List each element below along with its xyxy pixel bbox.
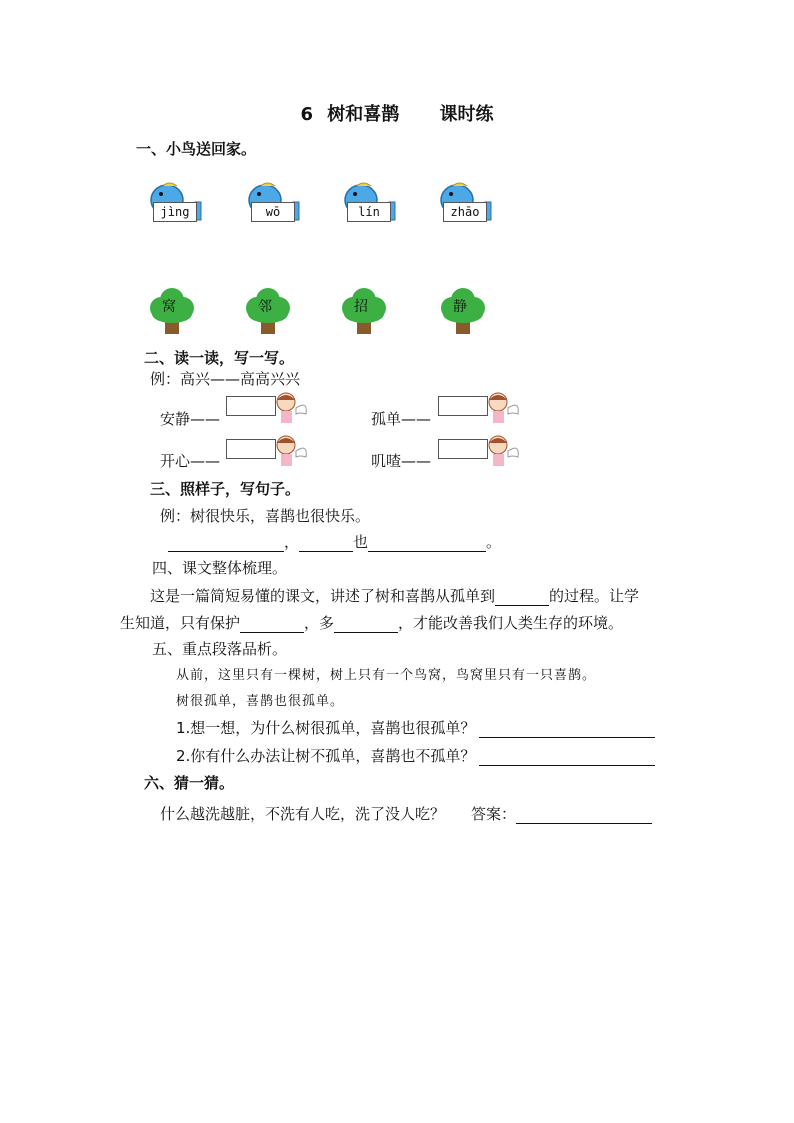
question-1: 1.想一想，为什么树很孤单，喜鹊也很孤单？ (176, 717, 655, 738)
riddle-line (160, 803, 652, 824)
blank[interactable] (240, 616, 304, 633)
blank[interactable] (299, 535, 353, 552)
section-2-example: 例：高兴——高高兴兴 (150, 370, 301, 388)
tree-character: 窝 (162, 299, 176, 315)
tree-4[interactable] (440, 288, 496, 336)
bird-card-2[interactable] (245, 180, 303, 230)
pinyin-card: wō (251, 202, 295, 222)
answer-line[interactable] (479, 749, 655, 766)
tree-1[interactable] (149, 288, 205, 336)
answer-box-4[interactable] (438, 435, 522, 471)
answer-box[interactable] (438, 396, 488, 416)
girl-angel-icon (270, 390, 310, 426)
word-prompt: 开心—— (160, 452, 221, 470)
bird-card-3[interactable] (341, 180, 399, 230)
bird-card-4[interactable] (437, 180, 495, 230)
blank[interactable] (495, 589, 549, 606)
answer-box[interactable] (438, 439, 488, 459)
lesson-type: 课时练 (439, 104, 494, 125)
section-6-heading: 六、猜一猜。 (144, 774, 235, 792)
tree-2[interactable] (245, 288, 301, 336)
tree-character: 静 (453, 299, 467, 315)
section-5-heading: 五、重点段落品析。 (152, 640, 288, 658)
tree-character: 招 (354, 299, 368, 315)
answer-label: 答案： (471, 805, 517, 823)
blank[interactable] (368, 535, 486, 552)
answer-box[interactable] (226, 396, 276, 416)
section-3-example: 例：树很快乐，喜鹊也很快乐。 (160, 507, 371, 525)
section-4-line-1: 这是一篇简短易懂的课文，讲述了树和喜鹊从孤单到 的过程。让学 (150, 587, 640, 605)
riddle-text: 什么越洗越脏，不洗有人吃，洗了没人吃？ (160, 805, 446, 823)
passage-line-2: 树很孤单，喜鹊也很孤单。 (176, 694, 345, 709)
pinyin-card: zhāo (443, 202, 487, 222)
answer-box-1[interactable] (226, 392, 310, 428)
question-2: 2.你有什么办法让树不孤单，喜鹊也不孤单？ (176, 745, 655, 766)
sentence-template: ， 也 。 (168, 531, 501, 552)
section-1-heading: 一、小鸟送回家。 (136, 140, 257, 158)
lesson-name: 树和喜鹊 (327, 104, 400, 125)
answer-line[interactable] (479, 721, 655, 738)
lesson-number: 6 (300, 104, 313, 125)
girl-angel-icon (270, 433, 310, 469)
section-2-heading: 二、读一读，写一写。 (144, 349, 295, 367)
answer-box-3[interactable] (226, 435, 310, 471)
tree-character: 邻 (258, 299, 272, 315)
word-prompt: 孤单—— (371, 410, 432, 428)
word-prompt: 安静—— (160, 410, 221, 428)
section-3-heading: 三、照样子，写句子。 (150, 480, 301, 498)
girl-angel-icon (482, 433, 522, 469)
page-title (0, 100, 794, 126)
word-prompt: 叽喳—— (371, 452, 432, 470)
riddle-answer-line[interactable] (516, 807, 652, 824)
section-4-heading: 四、课文整体梳理。 (152, 559, 288, 577)
pinyin-card: lín (347, 202, 391, 222)
pinyin-card: jìng (153, 202, 197, 222)
blank[interactable] (168, 535, 284, 552)
answer-box[interactable] (226, 439, 276, 459)
tree-3[interactable] (341, 288, 397, 336)
girl-angel-icon (482, 390, 522, 426)
passage-line-1: 从前，这里只有一棵树，树上只有一个鸟窝，鸟窝里只有一只喜鹊。 (176, 668, 597, 683)
blank[interactable] (334, 616, 398, 633)
bird-card-1[interactable] (147, 180, 205, 230)
answer-box-2[interactable] (438, 392, 522, 428)
section-4-line-2: 生知道，只有保护 ，多 ，才能改善我们人类生存的环境。 (120, 614, 624, 632)
